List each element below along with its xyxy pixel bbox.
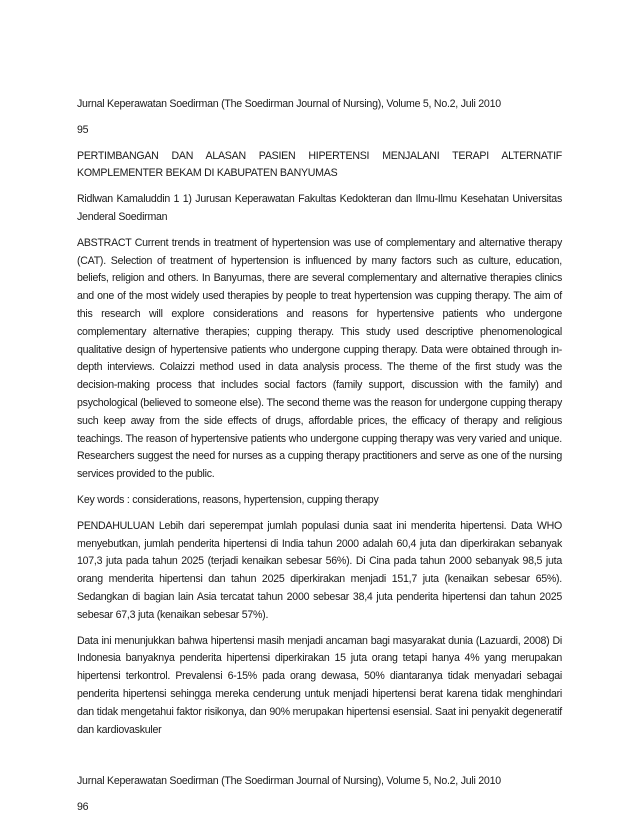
abstract-paragraph: ABSTRACT Current trends in treatment of hypertension was use of complementary and alternative therapy (CAT). Selection of treatment of hypertension is influenced by many factors such as culture, education, beliefs, religion and others. In Banyumas, there are several complementary and alternative therapies clinics and one of the most widely used therapies by people to treat hypertension was cupping therapy. The aim of this research will explore considerations and reasons for hypertensive patients who undergone complementary alternative therapies; cupping therapy. This study used descriptive phenomenological qualitative design of hypertensive patients who undergone cupping therapy. Data were obtained through in-depth interviews. Colaizzi method used in data analysis process. The theme of the first study was the decision-making process that includes social factors (family support, discussion with the family) and psychological (believed to someone else). The second theme was the reason for undergone cupping therapy such keep away from the side effects of drugs, affordable prices, the efficacy of therapy and religious teachings. The reason of hypertensive patients who undergone cupping therapy was very varied and unique. Researchers suggest the need for nurses as a cupping therapy practitioners and serve as one of the nursing services provided to the public. xyxy=(77,236,562,481)
introduction-paragraph: PENDAHULUAN Lebih dari seperempat jumlah populasi dunia saat ini menderita hipertensi. Data WHO menyebutkan, jumlah penderita hipertensi di India tahun 2000 adalah 60,4 juta dan diperkirakan sebanyak 107,3 juta pada tahun 2025 (terjadi kenaikan sebesar 56%). Di Cina pada tahun 2000 sebanyak 98,5 juta orang menderita hipertensi dan tahun 2025 diperkirakan menjadi 151,7 juta (kenaikan sebesar 65%). Sedangkan di bagian lain Asia tercatat tahun 2000 sebesar 38,4 juta penderita hipertensi dan tahun 2025 sebesar 67,3 juta (kenaikan sebesar 57%). xyxy=(77,519,562,621)
page-break-spacer xyxy=(77,747,562,773)
page-number-next: 96 xyxy=(77,801,89,814)
keywords: Key words : considerations, reasons, hypertension, cupping therapy xyxy=(77,493,379,506)
article-title: PERTIMBANGAN DAN ALASAN PASIEN HIPERTENSI MENJALANI TERAPI ALTERNATIF KOMPLEMENTER BEKAM DI KABUPATEN BANYUMAS xyxy=(77,149,562,180)
journal-header-next-page: Jurnal Keperawatan Soedirman (The Soedirman Journal of Nursing), Volume 5, No.2, Juli 2010 xyxy=(77,775,501,788)
body-paragraph: Data ini menunjukkan bahwa hipertensi masih menjadi ancaman bagi masyarakat dunia (Lazuardi, 2008) Di Indonesia banyaknya penderita hipertensi diperkirakan 15 juta orang tetapi hanya 4% yang merupakan hipertensi terkontrol. Prevalensi 6-15% pada orang dewasa, 50% diantaranya tidak menyadari sebagai penderita hipertensi sehingga mereka cenderung untuk menjadi hipertensi berat karena tidak menghindari dan tidak mengetahui faktor risikonya, dan 90% merupakan hipertensi esensial. Saat ini penyakit degeneratif dan kardiovaskuler xyxy=(77,634,562,736)
journal-header: Jurnal Keperawatan Soedirman (The Soedirman Journal of Nursing), Volume 5, No.2, Juli 2010 xyxy=(77,98,501,110)
author-affiliation: Ridlwan Kamaluddin 1 1) Jurusan Keperawatan Fakultas Kedokteran dan Ilmu-Ilmu Kesehatan Universitas Jenderal Soedirman xyxy=(77,193,562,223)
page-number: 95 xyxy=(77,123,89,136)
document-page xyxy=(77,96,562,825)
